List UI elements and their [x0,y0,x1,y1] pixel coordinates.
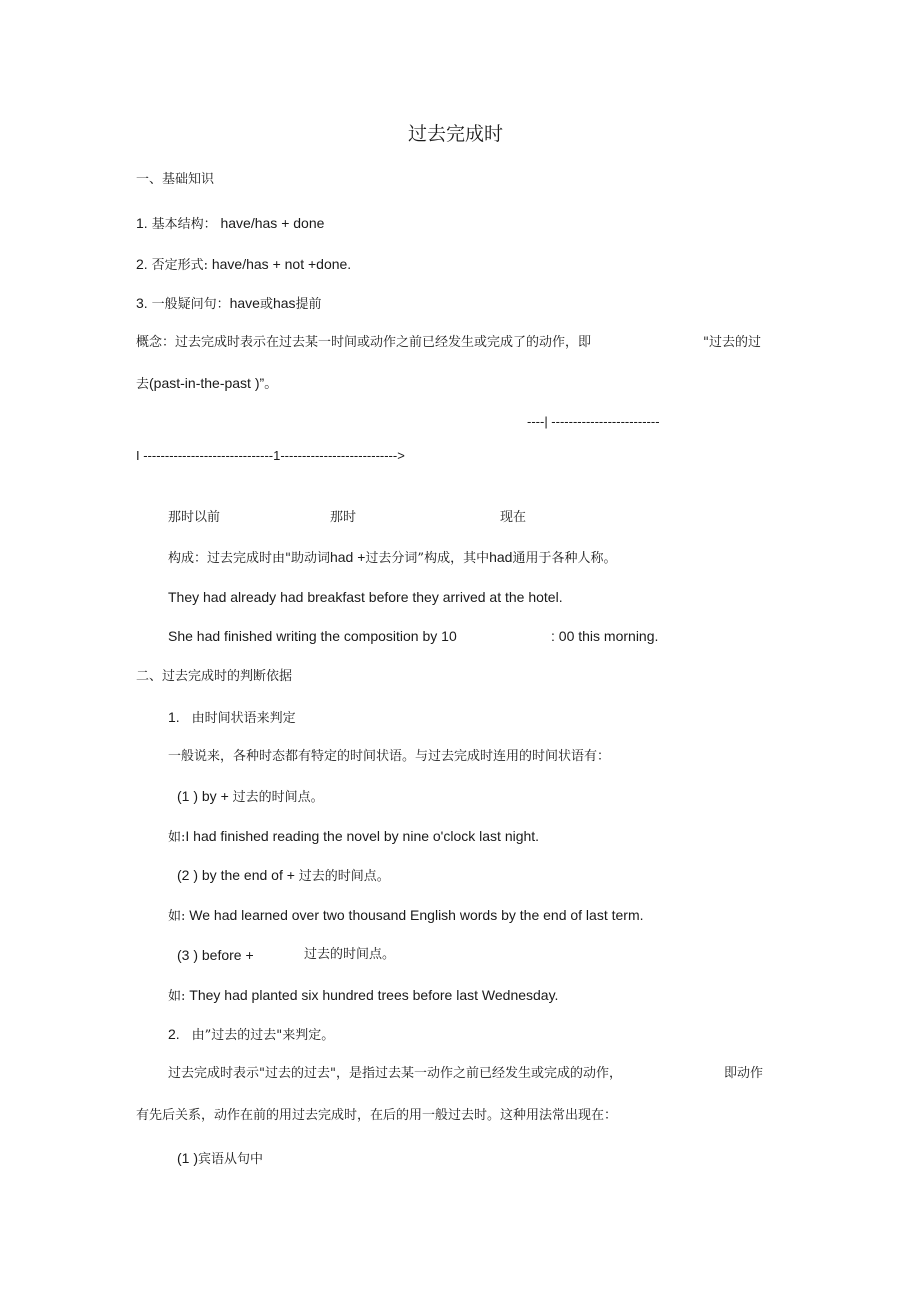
rule-1-example [168,827,539,847]
timeline-bottom: I ------------------------------1---------------------------> [136,448,405,463]
concept-line-2-b: (past-in-the-past )”。 [149,375,279,391]
rule-1-a: (1 ) by + [177,788,229,804]
example-sentence-2b: : 00 this morning. [551,628,659,644]
rule-2-example-text: We had learned over two thousand English words by the end of last term. [189,907,644,923]
structure-a: 构成：过去完成时由"助动词 [168,551,330,566]
rule-3 [177,946,254,964]
item-3-text-d: 提前 [295,297,322,312]
item-3-text-c: has [272,295,296,311]
rule-1-b: 过去的时间点。 [232,790,324,805]
item-2-label: 否定形式: [151,258,208,273]
rule-2-example [168,906,644,926]
rule-1-example-text: I had finished reading the novel by nine o'clock last night. [185,828,540,844]
timeline-label-now: 现在 [500,510,527,525]
point-2-description-line-1-end: 即动作 [724,1066,764,1081]
rule-3-b: 过去的时间点。 [304,947,396,962]
rule-3-a: (3 ) before + [177,947,254,963]
sub-point-1-b: 宾语从句中 [198,1152,264,1167]
rule-1-example-prefix: 如: [168,830,186,845]
point-2-description-line-2: 有先后关系，动作在前的用过去完成时，在后的用一般过去时。这种用法常出现在： [136,1108,618,1123]
sub-point-1-a: (1 ) [177,1150,198,1166]
concept-line-1-end: "过去的过 [703,335,761,350]
point-2 [168,1025,334,1045]
point-2-text: 由”过去的过去"来判定。 [191,1028,335,1043]
item-2-num: 2. [136,256,148,272]
rule-1 [177,787,324,807]
item-3-num: 3. [136,295,148,311]
timeline-top: ----| ------------------------- [527,414,660,429]
structure-line [168,548,616,568]
item-1-label: 基本结构： [151,217,217,232]
example-sentence-2a: She had finished writing the composition by 10 [168,628,457,644]
concept-line-2-a: 去 [136,377,150,392]
rule-2-a: (2 ) by the end of + [177,867,295,883]
sub-point-1 [177,1149,263,1169]
structure-c: 过去分词”构成，其中 [365,551,490,566]
point-2-num: 2. [168,1026,180,1042]
point-2-description-line-1: 过去完成时表示"过去的过去"，是指过去某一动作之前已经发生或完成的动作， [168,1066,622,1081]
timeline-label-then: 那时 [330,510,357,525]
point-1-text: 由时间状语来判定 [191,711,296,726]
rule-3-example [168,986,558,1006]
point-1 [168,708,296,728]
section-heading-2: 二、过去完成时的判断依据 [136,669,293,684]
item-3-text-b: 或 [259,297,273,312]
item-1 [136,214,324,234]
item-1-num: 1. [136,215,148,231]
rule-2-b: 过去的时间点。 [298,869,390,884]
rule-3-example-text: They had planted six hundred trees before last Wednesday. [189,987,559,1003]
timeline-label-before: 那时以前 [168,510,221,525]
item-3 [136,294,322,314]
item-3-text-a: have [229,295,260,311]
item-3-label: 一般疑问句： [151,297,230,312]
point-1-description: 一般说来，各种时态都有特定的时间状语。与过去完成时连用的时间状语有： [168,749,611,764]
concept-line-1: 概念：过去完成时表示在过去某一时间或动作之前已经发生或完成了的动作，即 [136,335,592,350]
item-1-text: have/has + done [220,215,325,231]
item-2 [136,255,351,275]
structure-d: had [489,549,513,565]
example-sentence-1: They had already had breakfast before they arrived at the hotel. [168,589,563,605]
concept-line-2 [136,374,278,394]
item-2-text: have/has + not +done. [211,256,352,272]
page-title: 过去完成时 [408,123,504,145]
section-heading-1: 一、基础知识 [136,172,215,187]
point-1-num: 1. [168,709,180,725]
structure-b: had + [329,549,366,565]
rule-3-example-prefix: 如: [168,989,186,1004]
structure-e: 通用于各种人称。 [512,551,617,566]
rule-2 [177,866,390,886]
rule-2-example-prefix: 如: [168,909,186,924]
